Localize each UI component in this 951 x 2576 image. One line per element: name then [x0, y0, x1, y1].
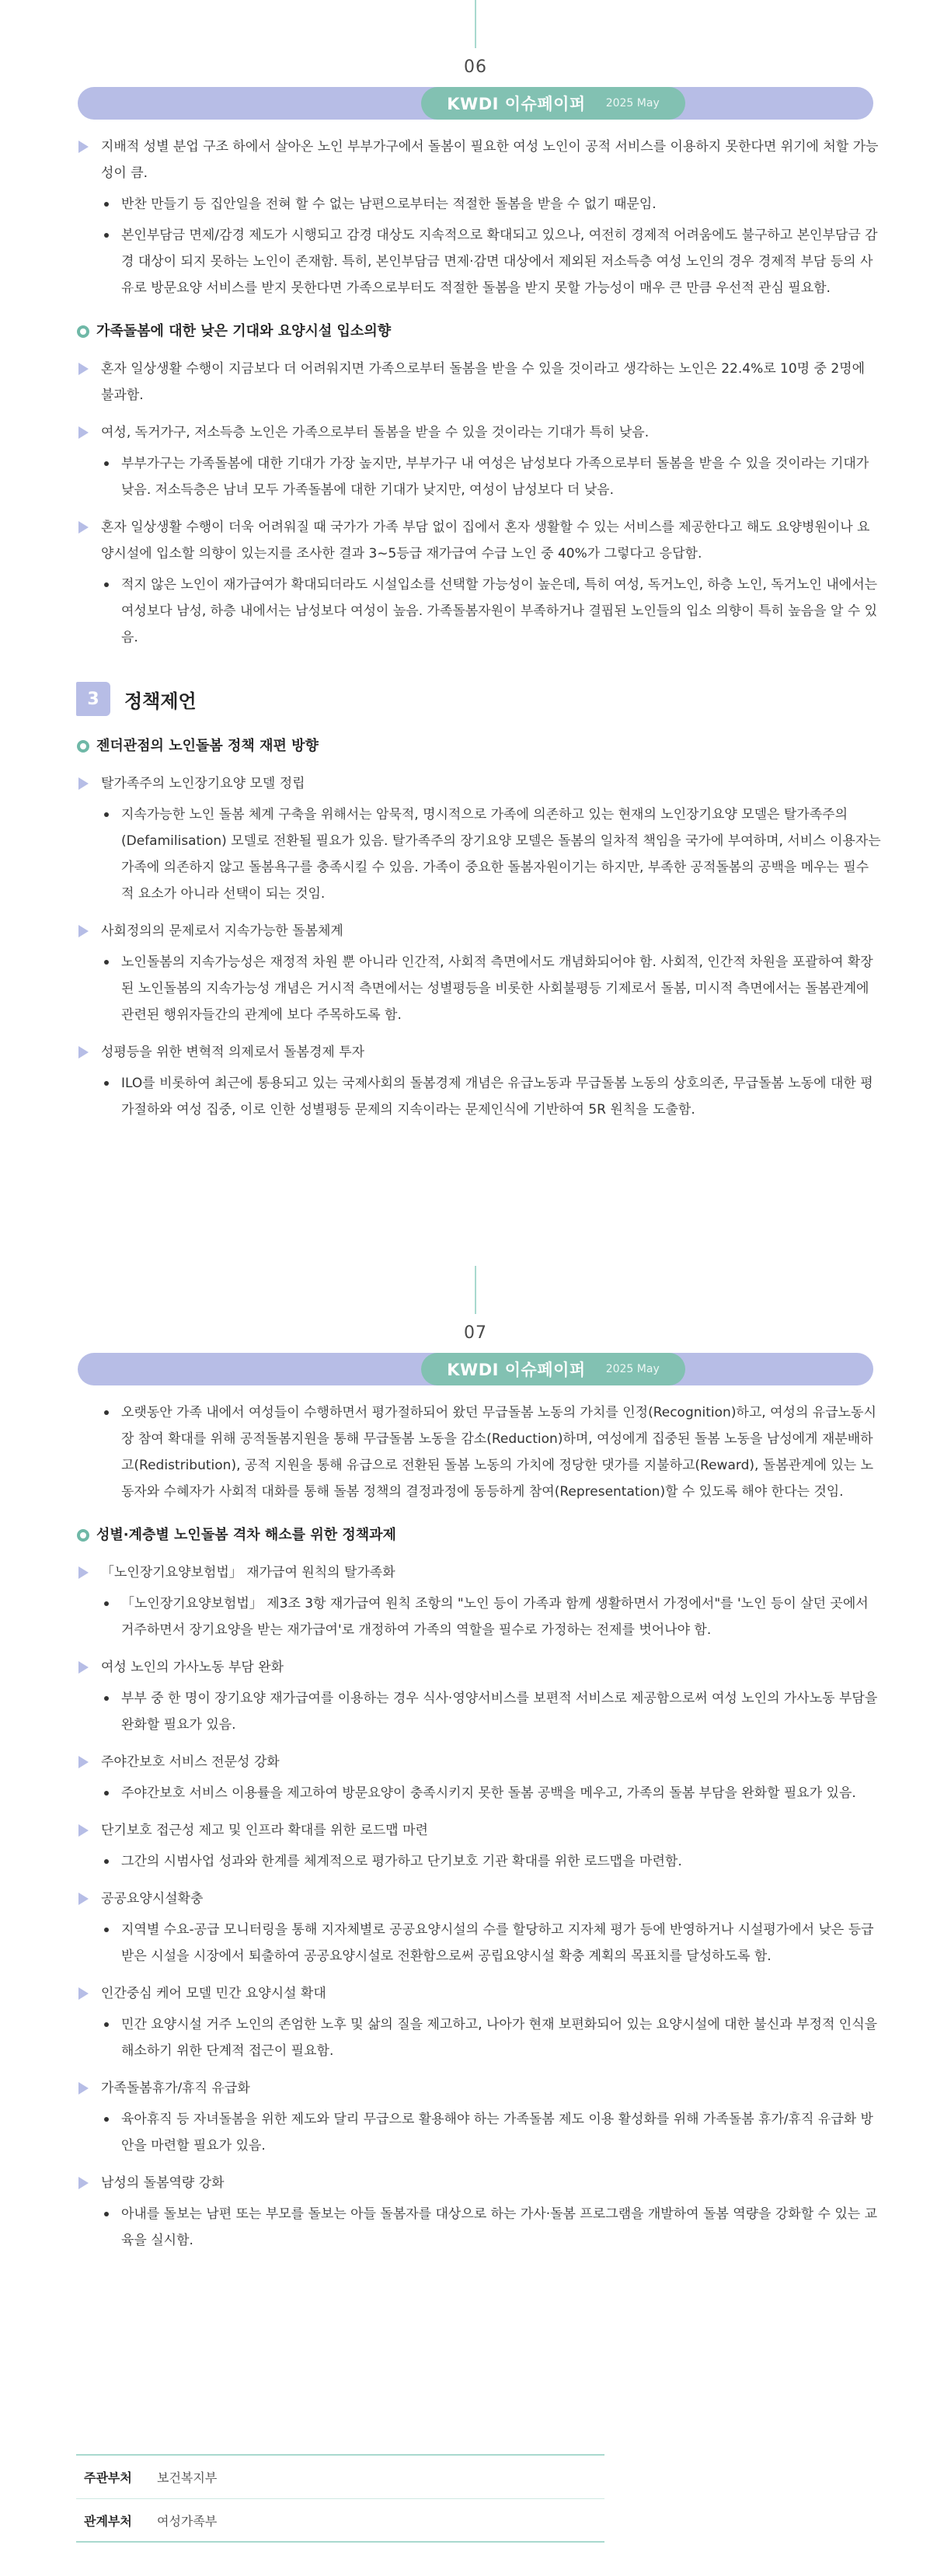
bullet-item: 지역별 수요-공급 모니터링을 통해 지자체별로 공공요양시설의 수를 할당하고 지자체 평가 등에 반영하거나 시설평가에서 낮은 등급 받은 시설을 시장에서 퇴출하여 공공요양시설로 전환함으로써 공립요양시설 확충 계획의 목표치를 달성하도록 함. — [76, 1917, 881, 1969]
bullet-item: 적지 않은 노인이 재가급여가 확대되더라도 시설입소를 선택할 가능성이 높은데, 특히 여성, 독거노인, 하층 노인, 독거노인 내에서는 여성보다 남성, 하층 내에서는 남성보다 여성이 높음. 가족돌봄자원이 부족하거나 결핍된 노인들의 입소 의향이 특히 높음을 알 수 있음. — [76, 572, 881, 651]
page-06 — [0, 0, 951, 1266]
bullet-item: ILO를 비롯하여 최근에 통용되고 있는 국제사회의 돌봄경제 개념은 유급노동과 무급돌봄 노동의 상호의존, 무급돌봄 노동에 대한 평가절하와 여성 집중, 이로 인한 성별평등 문제의 지속이라는 문제인식에 기반하여 5R 원칙을 도출함. — [76, 1070, 881, 1123]
triangle-paragraph: 혼자 일상생활 수행이 더욱 어려워질 때 국가가 가족 부담 없이 집에서 혼자 생활할 수 있는 서비스를 제공한다고 해도 요양병원이나 요양시설에 입소할 의향이 있는지를 조사한 결과 3~5등급 재가급여 수급 노인 중 40%가 그렇다고 응답함. — [76, 514, 881, 567]
bullet-item: 민간 요양시설 거주 노인의 존엄한 노후 및 삶의 질을 제고하고, 나아가 현재 보편화되어 있는 요양시설에 대한 불신과 부정적 인식을 해소하기 위한 단계적 접근이 필요함. — [76, 2011, 881, 2064]
section-number-badge: 3 — [76, 682, 110, 716]
triangle-paragraph: 주야간보호 서비스 전문성 강화 — [76, 1749, 881, 1775]
triangle-paragraph: 공공요양시설확충 — [76, 1886, 881, 1912]
bullet-item: 육아휴직 등 자녀돌봄을 위한 제도와 달리 무급으로 활용해야 하는 가족돌봄 제도 이용 활성화를 위해 가족돌봄 휴가/휴직 유급화 방안을 마련할 필요가 있음. — [76, 2106, 881, 2159]
top-divider-line — [475, 0, 476, 48]
related-ministry-row — [76, 2499, 604, 2543]
bullet-item: 아내를 돌보는 남편 또는 부모를 돌보는 아들 돌봄자를 대상으로 하는 가사·돌봄 프로그램을 개발하여 돌봄 역량을 강화할 수 있는 교육을 실시함. — [76, 2201, 881, 2254]
bullet-item: 본인부담금 면제/감경 제도가 시행되고 감경 대상도 지속적으로 확대되고 있으나, 여전히 경제적 어려움에도 불구하고 본인부담금 감경 대상이 되지 못하는 노인이 존재함. 특히, 본인부담금 면제·감면 대상에서 제외된 저소득층 여성 노인의 경우 경제적 부담 등의 사유로 방문요양 서비스를 받지 못한다면 가족으로부터도 적절한 돌봄을 받지 못할 가능성이 매우 큰 만큼 우선적 관심 필요함. — [76, 222, 881, 301]
bullet-item: 「노인장기요양보험법」 제3조 3항 재가급여 원칙 조항의 "노인 등이 가족과 함께 생활하면서 가정에서"를 '노인 등이 살던 곳에서 거주하면서 장기요양을 받는 재가급여'로 개정하여 가족의 역할을 필수로 가정하는 전제를 벗어나야 함. — [76, 1590, 881, 1643]
triangle-paragraph: 단기보호 접근성 제고 및 인프라 확대를 위한 로드맵 마련 — [76, 1817, 881, 1844]
issue-date: 2025 May — [605, 97, 660, 110]
page-07-content — [76, 1399, 881, 2254]
related-ministry-value: 여성가족부 — [157, 2513, 218, 2529]
page-number: 06 — [464, 57, 487, 77]
header-banner — [78, 87, 873, 120]
triangle-paragraph: 혼자 일상생활 수행이 지금보다 더 어려워지면 가족으로부터 돌봄을 받을 수 있을 것이라고 생각하는 노인은 22.4%로 10명 중 2명에 불과함. — [76, 356, 881, 408]
subheading: 가족돌봄에 대한 낮은 기대와 요양시설 입소의향 — [76, 318, 881, 345]
brand-title: KWDI 이슈페이퍼 — [447, 95, 586, 113]
bullet-item: 지속가능한 노인 돌봄 체계 구축을 위해서는 암묵적, 명시적으로 가족에 의존하고 있는 현재의 노인장기요양 모델은 탈가족주의(Defamilisation) 모델로 전환될 필요가 있음. 탈가족주의 장기요양 모델은 돌봄의 일차적 책임을 국가에 부여하며, 서비스 이용자는 가족에 의존하지 않고 돌봄욕구를 충족시킬 수 있음. 가족이 중요한 돌봄자원이기는 하지만, 부족한 공적돌봄의 공백을 메우는 필수적 요소가 아니라 선택이 되는 것임. — [76, 801, 881, 907]
issue-date: 2025 May — [605, 1363, 660, 1375]
subheading: 젠더관점의 노인돌봄 정책 재편 방향 — [76, 733, 881, 760]
triangle-paragraph: 지배적 성별 분업 구조 하에서 살아온 노인 부부가구에서 돌봄이 필요한 여성 노인이 공적 서비스를 이용하지 못한다면 위기에 처할 가능성이 큼. — [76, 134, 881, 186]
triangle-paragraph: 사회정의의 문제로서 지속가능한 돌봄체계 — [76, 918, 881, 944]
triangle-paragraph: 여성, 독거가구, 저소득층 노인은 가족으로부터 돌봄을 받을 수 있을 것이라는 기대가 특히 낮음. — [76, 419, 881, 446]
bullet-item: 그간의 시범사업 성과와 한계를 체계적으로 평가하고 단기보호 기관 확대를 위한 로드맵을 마련함. — [76, 1848, 881, 1875]
top-divider-line — [475, 1266, 476, 1314]
lead-ministry-label: 주관부처 — [84, 2470, 132, 2485]
triangle-paragraph: 여성 노인의 가사노동 부담 완화 — [76, 1654, 881, 1681]
bullet-item: 오랫동안 가족 내에서 여성들이 수행하면서 평가절하되어 왔던 무급돌봄 노동의 가치를 인정(Recognition)하고, 여성의 유급노동시장 참여 확대를 위해 공적돌봄지원을 통해 무급돌봄 노동을 감소(Reduction)하며, 여성에게 집중된 돌봄 노동을 남성에게 재분배하고(Redistribution), 공적 지원을 통해 유급으로 전환된 돌봄 노동의 가치에 정당한 댓가를 지불하고(Reward), 돌봄관계에 있는 노동자와 수혜자가 사회적 대화를 통해 돌봄 정책의 결정과정에 동등하게 참여(Representation)할 수 있도록 해야 한다는 것임. — [76, 1399, 881, 1505]
bullet-item: 부부 중 한 명이 장기요양 재가급여를 이용하는 경우 식사·영양서비스를 보편적 서비스로 제공함으로써 여성 노인의 가사노동 부담을 완화할 필요가 있음. — [76, 1685, 881, 1738]
lead-ministry-row — [76, 2456, 604, 2499]
triangle-paragraph: 가족돌봄휴가/휴직 유급화 — [76, 2075, 881, 2101]
page-06-content — [76, 134, 881, 1123]
subheading: 성별·계층별 노인돌봄 격차 해소를 위한 정책과제 — [76, 1522, 881, 1549]
bullet-item: 부부가구는 가족돌봄에 대한 기대가 가장 높지만, 부부가구 내 여성은 남성보다 가족으로부터 돌봄을 받을 수 있을 것이라는 기대가 낮음. 저소득층은 남녀 모두 가족돌봄에 대한 기대가 낮지만, 여성이 남성보다 더 낮음. — [76, 450, 881, 503]
triangle-paragraph: 탈가족주의 노인장기요양 모델 정립 — [76, 770, 881, 797]
triangle-paragraph: 인간중심 케어 모델 민간 요양시설 확대 — [76, 1980, 881, 2007]
triangle-paragraph: 「노인장기요양보험법」 재가급여 원칙의 탈가족화 — [76, 1559, 881, 1586]
lead-ministry-value: 보건복지부 — [157, 2470, 218, 2485]
related-ministry-label: 관계부처 — [84, 2513, 132, 2529]
ministry-table — [76, 2454, 604, 2543]
header-banner — [78, 1353, 873, 1385]
brand-title: KWDI 이슈페이퍼 — [447, 1361, 586, 1379]
bullet-item: 주야간보호 서비스 이용률을 제고하여 방문요양이 충족시키지 못한 돌봄 공백을 메우고, 가족의 돌봄 부담을 완화할 필요가 있음. — [76, 1780, 881, 1806]
page-number: 07 — [464, 1323, 487, 1343]
header-pill — [421, 1353, 685, 1385]
bullet-item: 노인돌봄의 지속가능성은 재정적 차원 뿐 아니라 인간적, 사회적 측면에서도 개념화되어야 함. 사회적, 인간적 차원을 포괄하여 확장된 노인돌봄의 지속가능성 개념은 거시적 측면에서는 성별평등을 비롯한 사회불평등 기제로서 돌봄, 미시적 측면에서는 돌봄관계에 관련된 행위자들간의 관계에 보다 주목하도록 함. — [76, 949, 881, 1028]
section-title: 정책제언 — [124, 690, 197, 712]
section-header — [76, 682, 881, 716]
triangle-paragraph: 남성의 돌봄역량 강화 — [76, 2170, 881, 2196]
triangle-paragraph: 성평등을 위한 변혁적 의제로서 돌봄경제 투자 — [76, 1039, 881, 1066]
header-pill — [421, 87, 685, 120]
bullet-item: 반찬 만들기 등 집안일을 전혀 할 수 없는 남편으로부터는 적절한 돌봄을 받을 수 없기 때문임. — [76, 191, 881, 217]
page-07 — [0, 1266, 951, 2576]
